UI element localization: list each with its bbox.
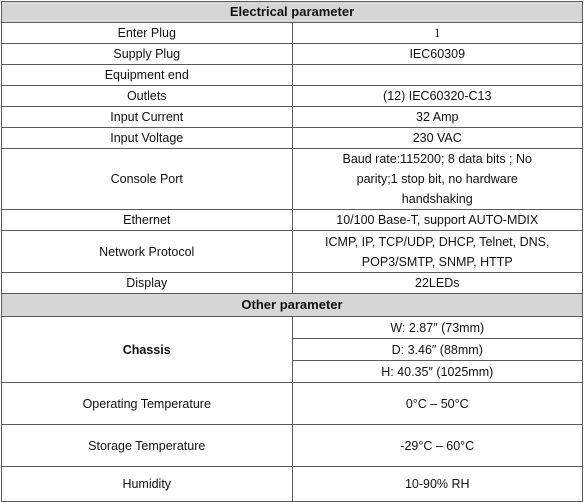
table-row: [2, 23, 583, 44]
console-port-label: Console Port: [2, 149, 293, 210]
operating-temperature-value: 0°C – 50°C: [292, 383, 583, 425]
enter-plug-label: Enter Plug: [2, 23, 293, 44]
ethernet-label: Ethernet: [2, 210, 293, 231]
input-voltage-value: 230 VAC: [292, 128, 583, 149]
storage-temperature-value: -29°C – 60°C: [292, 425, 583, 467]
input-current-label: Input Current: [2, 107, 293, 128]
electrical-parameter-header: Electrical parameter: [2, 2, 583, 23]
console-port-value: Baud rate:115200; 8 data bits ; No parity;1 stop bit, no hardware handshaking: [292, 149, 583, 210]
outlets-value: (12) IEC60320-C13: [292, 86, 583, 107]
operating-temperature-label: Operating Temperature: [2, 383, 293, 425]
other-parameter-header: Other parameter: [2, 294, 583, 317]
storage-temperature-label: Storage Temperature: [2, 425, 293, 467]
chassis-width-value: W: 2.87″ (73mm): [292, 317, 583, 339]
table-row: [2, 467, 583, 502]
chassis-depth-value: D: 3.46″ (88mm): [292, 339, 583, 361]
network-protocol-value: ICMP, IP, TCP/UDP, DHCP, Telnet, DNS, POP3/SMTP, SNMP, HTTP: [292, 231, 583, 273]
chassis-label: Chassis: [2, 317, 293, 383]
ethernet-value: 10/100 Base-T, support AUTO-MDIX: [292, 210, 583, 231]
table-row: [2, 149, 583, 210]
table-row: [2, 210, 583, 231]
display-label: Display: [2, 273, 293, 294]
humidity-label: Humidity: [2, 467, 293, 502]
table-row: [2, 128, 583, 149]
section-header-row: [2, 2, 583, 23]
spec-table: [1, 1, 583, 502]
outlets-label: Outlets: [2, 86, 293, 107]
enter-plug-value: 1: [292, 23, 583, 44]
supply-plug-value: IEC60309: [292, 44, 583, 65]
input-voltage-label: Input Voltage: [2, 128, 293, 149]
table-row: [2, 273, 583, 294]
table-row: [2, 231, 583, 273]
humidity-value: 10-90% RH: [292, 467, 583, 502]
table-row: [2, 86, 583, 107]
equipment-end-label: Equipment end: [2, 65, 293, 86]
table-row: [2, 383, 583, 425]
section-header-row: [2, 294, 583, 317]
table-row: [2, 65, 583, 86]
network-protocol-label: Network Protocol: [2, 231, 293, 273]
input-current-value: 32 Amp: [292, 107, 583, 128]
chassis-height-value: H: 40.35″ (1025mm): [292, 361, 583, 383]
display-value: 22LEDs: [292, 273, 583, 294]
equipment-end-value: [292, 65, 583, 86]
table-row: [2, 425, 583, 467]
table-row: [2, 317, 583, 339]
table-row: [2, 44, 583, 65]
table-row: [2, 107, 583, 128]
supply-plug-label: Supply Plug: [2, 44, 293, 65]
